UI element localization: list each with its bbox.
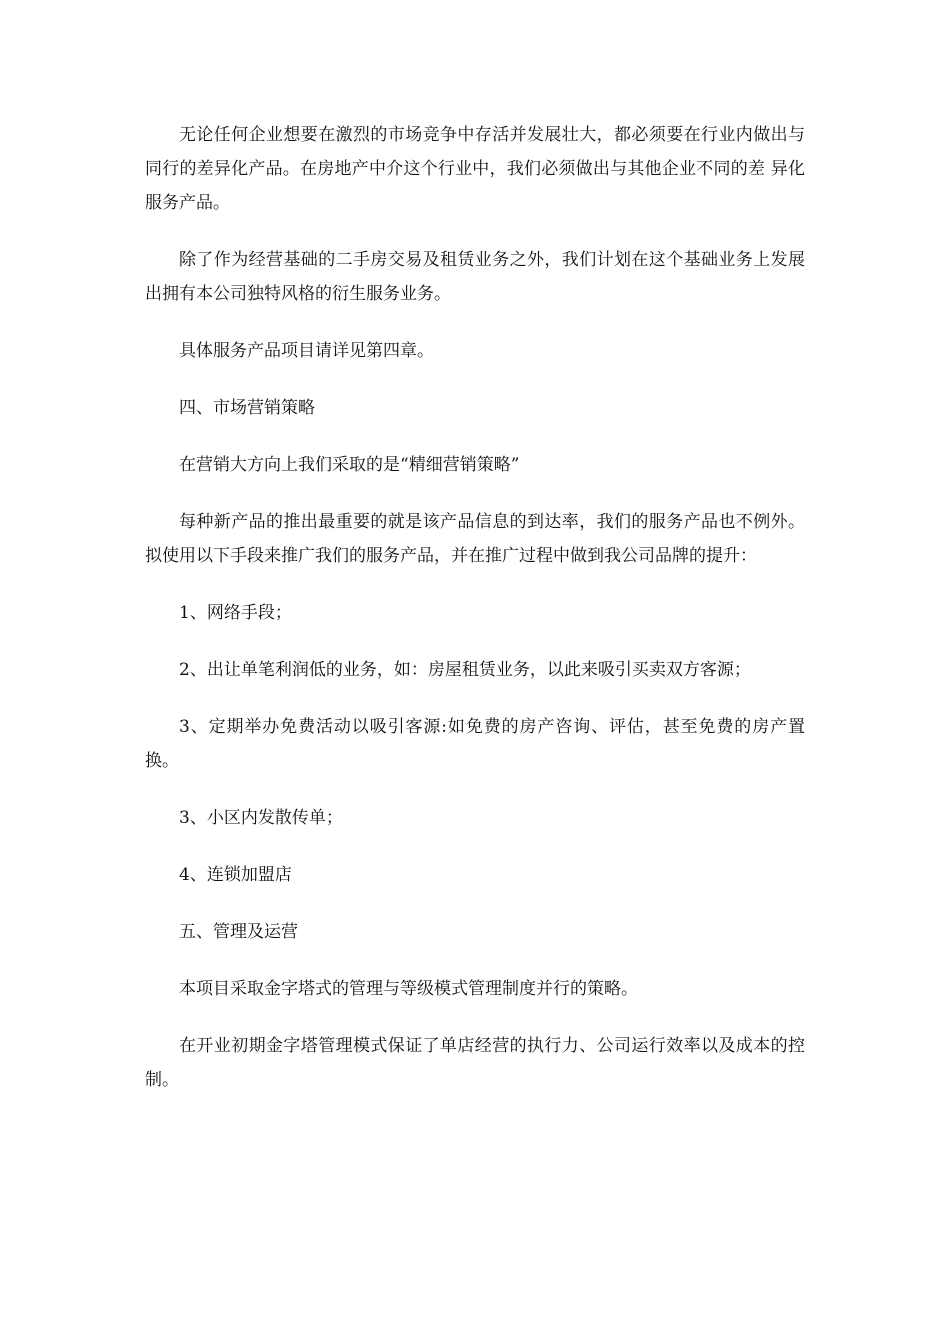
document-body [145, 118, 805, 1120]
paragraph-pyramid-strategy: 本项目采取金字塔式的管理与等级模式管理制度并行的策略。 [179, 979, 638, 999]
section-heading-marketing: 四、市场营销策略 [179, 398, 315, 418]
list-item-franchise: 4、连锁加盟店 [179, 865, 292, 885]
list-item-free-activities: 3、定期举办免费活动以吸引客源:如免费的房产咨询、评估，甚至免费的房产置换。 [145, 717, 805, 771]
list-item-network: 1、网络手段； [179, 603, 292, 623]
paragraph-early-stage-control: 在开业初期金字塔管理模式保证了单店经营的执行力、公司运行效率以及成本的控制。 [145, 1036, 805, 1090]
list-item-low-profit-business: 2、出让单笔利润低的业务，如：房屋租赁业务，以此来吸引买卖双方客源； [179, 660, 751, 680]
list-item-flyers: 3、小区内发散传单； [179, 808, 343, 828]
paragraph-derivative-services: 除了作为经营基础的二手房交易及租赁业务之外，我们计划在这个基础业务上发展出拥有本公司独特风格的衍生服务业务。 [145, 250, 805, 304]
paragraph-promotion-methods: 每种新产品的推出最重要的就是该产品信息的到达率，我们的服务产品也不例外。拟使用以下手段来推广我们的服务产品，并在推广过程中做到我公司品牌的提升： [145, 512, 805, 566]
section-heading-management: 五、管理及运营 [179, 922, 298, 942]
paragraph-differentiation: 无论任何企业想要在激烈的市场竞争中存活并发展壮大，都必须要在行业内做出与同行的差异化产品。在房地产中介这个行业中，我们必须做出与其他企业不同的差 异化服务产品。 [145, 125, 805, 213]
paragraph-see-chapter-four: 具体服务产品项目请详见第四章。 [179, 341, 434, 361]
paragraph-marketing-direction: 在营销大方向上我们采取的是“精细营销策略” [179, 455, 520, 475]
